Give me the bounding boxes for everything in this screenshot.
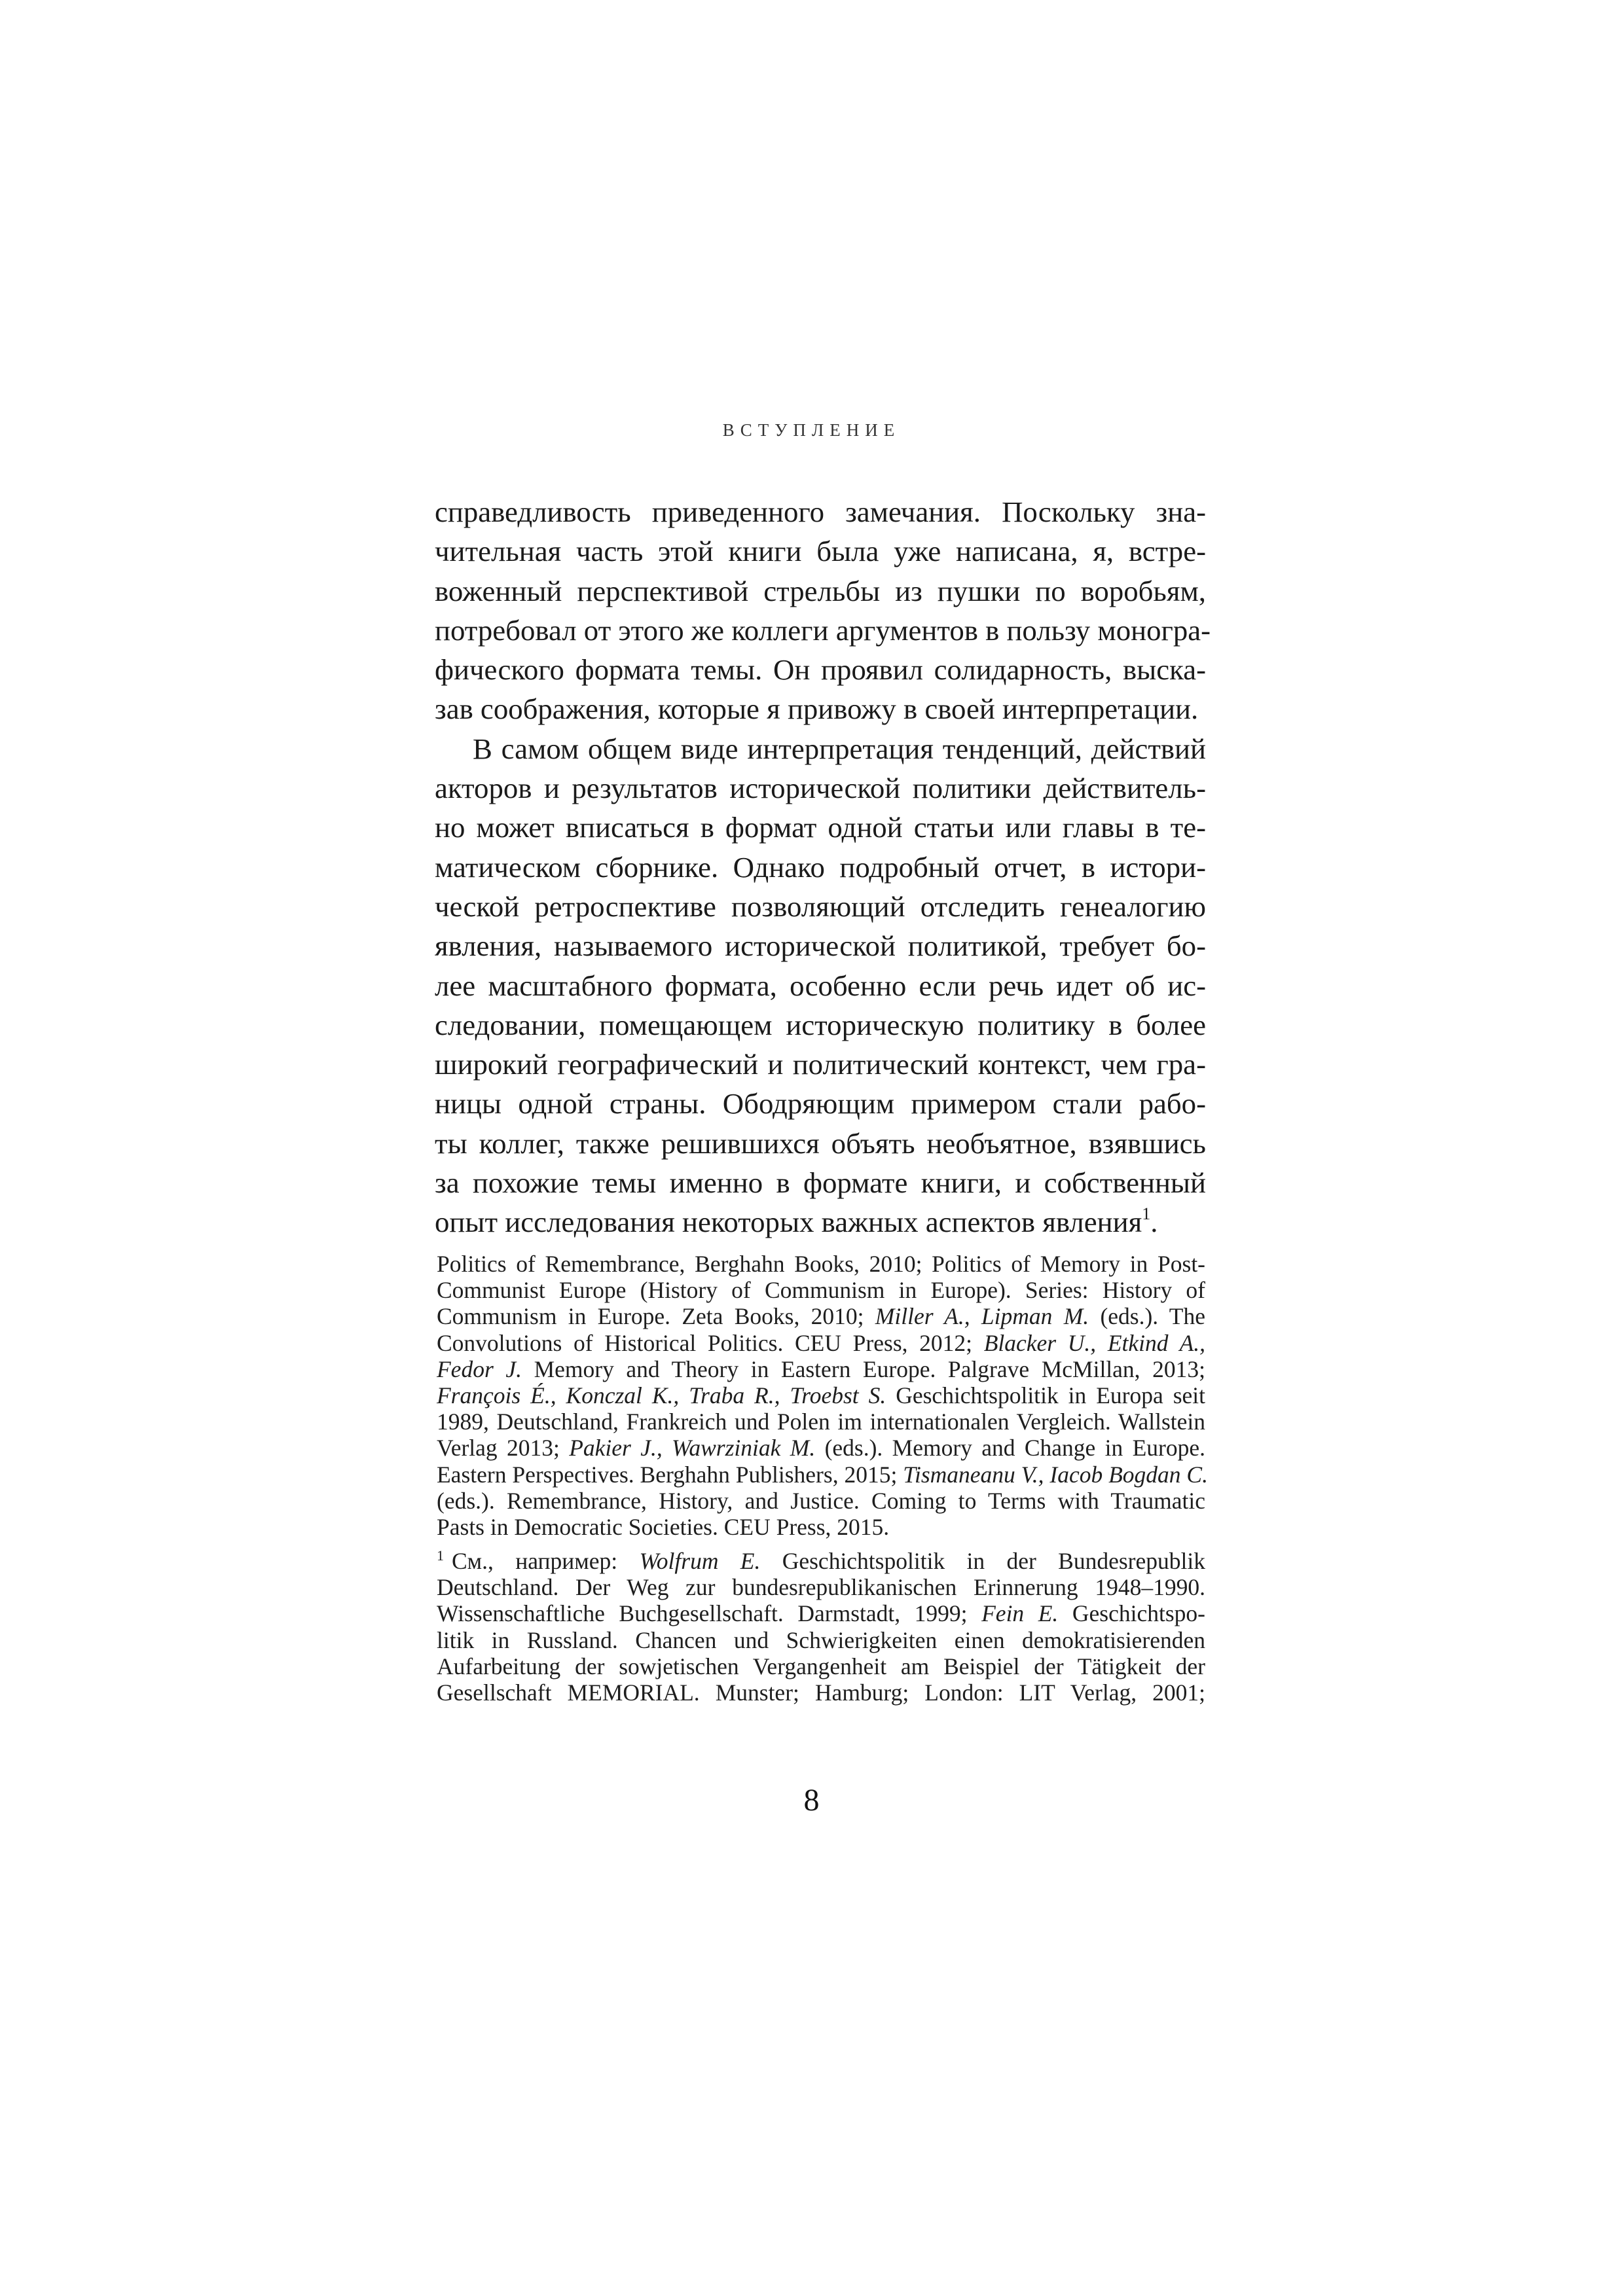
citation-text: Verlag 2013; xyxy=(437,1435,570,1462)
text-line: следовании, помещающем историческую политику в более xyxy=(435,1008,1206,1041)
text-line: воженный перспективой стрельбы из пушки по воробьям, xyxy=(435,574,1206,607)
author-name: François É., Konczal K., Traba R., Troebst S. xyxy=(437,1382,886,1408)
text-line: матическом сборнике. Однако подробный отчет, в истори- xyxy=(435,850,1206,884)
text-line: широкий географический и политический контекст, чем гра- xyxy=(435,1048,1206,1081)
footnote-line xyxy=(437,1251,1205,1277)
footnote-1 xyxy=(437,1548,1205,1706)
page-number: 8 xyxy=(803,1783,820,1818)
footnote-line xyxy=(437,1382,1205,1408)
citation-text: Eastern Perspectives. Berghahn Publishers, 2015; xyxy=(437,1461,903,1488)
footnote-line xyxy=(437,1679,1205,1706)
footnote-number: 1 xyxy=(437,1547,444,1564)
author-name: Pakier J., Wawrziniak M. xyxy=(569,1435,816,1462)
footnote-line xyxy=(437,1574,1205,1600)
citation-text: Memory and Theory in Eastern Europe. Palgrave McMillan, 2013; xyxy=(521,1355,1205,1382)
citation-text: litik in Russland. Chancen und Schwierigkeiten einen demokratisierenden xyxy=(437,1626,1205,1653)
footnote-line xyxy=(437,1514,1205,1540)
citation-text: (eds.). Remembrance, History, and Justice. Coming to Terms with Traumatic xyxy=(437,1487,1205,1514)
citation-text: Deutschland. Der Weg zur bundesrepublikanischen Erinnerung 1948–1990. xyxy=(437,1574,1205,1601)
citation-text: Communism in Europe. Zeta Books, 2010; xyxy=(437,1303,875,1330)
text-line-content: опыт исследования некоторых важных аспектов явления xyxy=(435,1206,1142,1239)
text-line: справедливость приведенного замечания. Поскольку зна- xyxy=(435,495,1206,528)
text-line: фического формата темы. Он проявил солидарность, выска- xyxy=(435,653,1206,687)
footnote-line xyxy=(437,1277,1205,1303)
footnote-line xyxy=(437,1408,1205,1435)
text-line: ницы одной страны. Ободряющим примером стали рабо- xyxy=(435,1087,1206,1121)
citation-text: Wissenschaftliche Buchgesellschaft. Darmstadt, 1999; xyxy=(437,1600,982,1627)
citation-text: Aufarbeitung der sowjetischen Vergangenheit am Beispiel der Tätigkeit der xyxy=(437,1653,1205,1679)
citation-text: Geschichtspolitik in Europa seit xyxy=(886,1382,1205,1408)
citation-text: (eds.). Memory and Change in Europe. xyxy=(815,1435,1206,1462)
footnote-line xyxy=(437,1435,1205,1461)
footnote-gap xyxy=(437,1540,1205,1548)
author-name: Fedor J. xyxy=(437,1355,522,1382)
citation-text: Politics of Remembrance, Berghahn Books, 2010; Politics of Memory in Post- xyxy=(437,1251,1205,1277)
paragraph xyxy=(435,729,1206,1242)
citation-text: Geschichtspo- xyxy=(1058,1600,1205,1627)
period: . xyxy=(1150,1206,1158,1239)
citation-text: См., например: xyxy=(452,1548,640,1575)
footnote-line xyxy=(437,1600,1205,1626)
author-name: Wolfrum E. xyxy=(639,1548,761,1575)
citation-text: Geschichtspolitik in der Bundesrepublik xyxy=(760,1548,1205,1575)
text-line: акторов и результатов исторической политики действитель- xyxy=(435,772,1206,805)
text-line: за похожие темы именно в формате книги, и собственный xyxy=(435,1166,1206,1200)
text-line: явления, называемого исторической политикой, требует бо- xyxy=(435,929,1206,963)
author-name: Tismaneanu V., Iacob Bogdan C. xyxy=(903,1461,1208,1488)
running-head: ВСТУПЛЕНИЕ xyxy=(722,420,901,440)
text-line: ческой ретроспективе позволяющий отследить генеалогию xyxy=(435,889,1206,923)
footnote-marker[interactable]: 1 xyxy=(1142,1204,1151,1224)
footnote-continued xyxy=(437,1251,1208,1540)
citation-text: Gesellschaft MEMORIAL. Munster; Hamburg; London: LIT Verlag, 2001; xyxy=(437,1679,1205,1706)
footnote-line xyxy=(437,1303,1205,1329)
footnote-line xyxy=(437,1488,1205,1514)
citation-text: Pasts in Democratic Societies. CEU Press, 2015. xyxy=(437,1513,890,1540)
author-name: Blacker U., Etkind A., xyxy=(983,1329,1205,1356)
citation-text: Communist Europe (History of Communism in Europe). Series: History of xyxy=(437,1277,1205,1304)
text-line: ты коллег, также решившихся объять необъятное, взявшись xyxy=(435,1126,1206,1160)
footnote-line xyxy=(437,1356,1205,1382)
footnote-line xyxy=(437,1653,1205,1679)
text-line: зав соображения, которые я привожу в своей интерпретации. xyxy=(435,692,1199,726)
text-line: потребовал от этого же коллеги аргументов в пользу моногра- xyxy=(435,613,1211,647)
paragraph xyxy=(435,492,1211,729)
citation-text: Convolutions of Historical Politics. CEU Press, 2012; xyxy=(437,1329,984,1356)
main-text xyxy=(435,492,1211,1242)
citation-text: 1989, Deutschland, Frankreich und Polen im internationalen Vergleich. Wallstein xyxy=(437,1408,1205,1435)
text-line: но может вписаться в формат одной статьи или главы в те- xyxy=(435,811,1206,844)
footnote-line xyxy=(437,1627,1205,1653)
citation-text: (eds.). The xyxy=(1089,1303,1205,1330)
footnote-line xyxy=(437,1548,1205,1574)
text-line: В самом общем виде интерпретация тенденций, действий xyxy=(473,732,1206,765)
footnotes xyxy=(437,1251,1208,1706)
text-line-last xyxy=(435,1202,1206,1242)
footnote-line xyxy=(437,1461,1208,1488)
author-name: Miller A., Lipman M. xyxy=(875,1303,1089,1330)
footnote-line xyxy=(437,1330,1205,1356)
text-line: чительная часть этой книги была уже написана, я, встре- xyxy=(435,535,1206,568)
text-line: лее масштабного формата, особенно если речь идет об ис- xyxy=(435,969,1206,1002)
author-name: Fein E. xyxy=(981,1600,1059,1627)
